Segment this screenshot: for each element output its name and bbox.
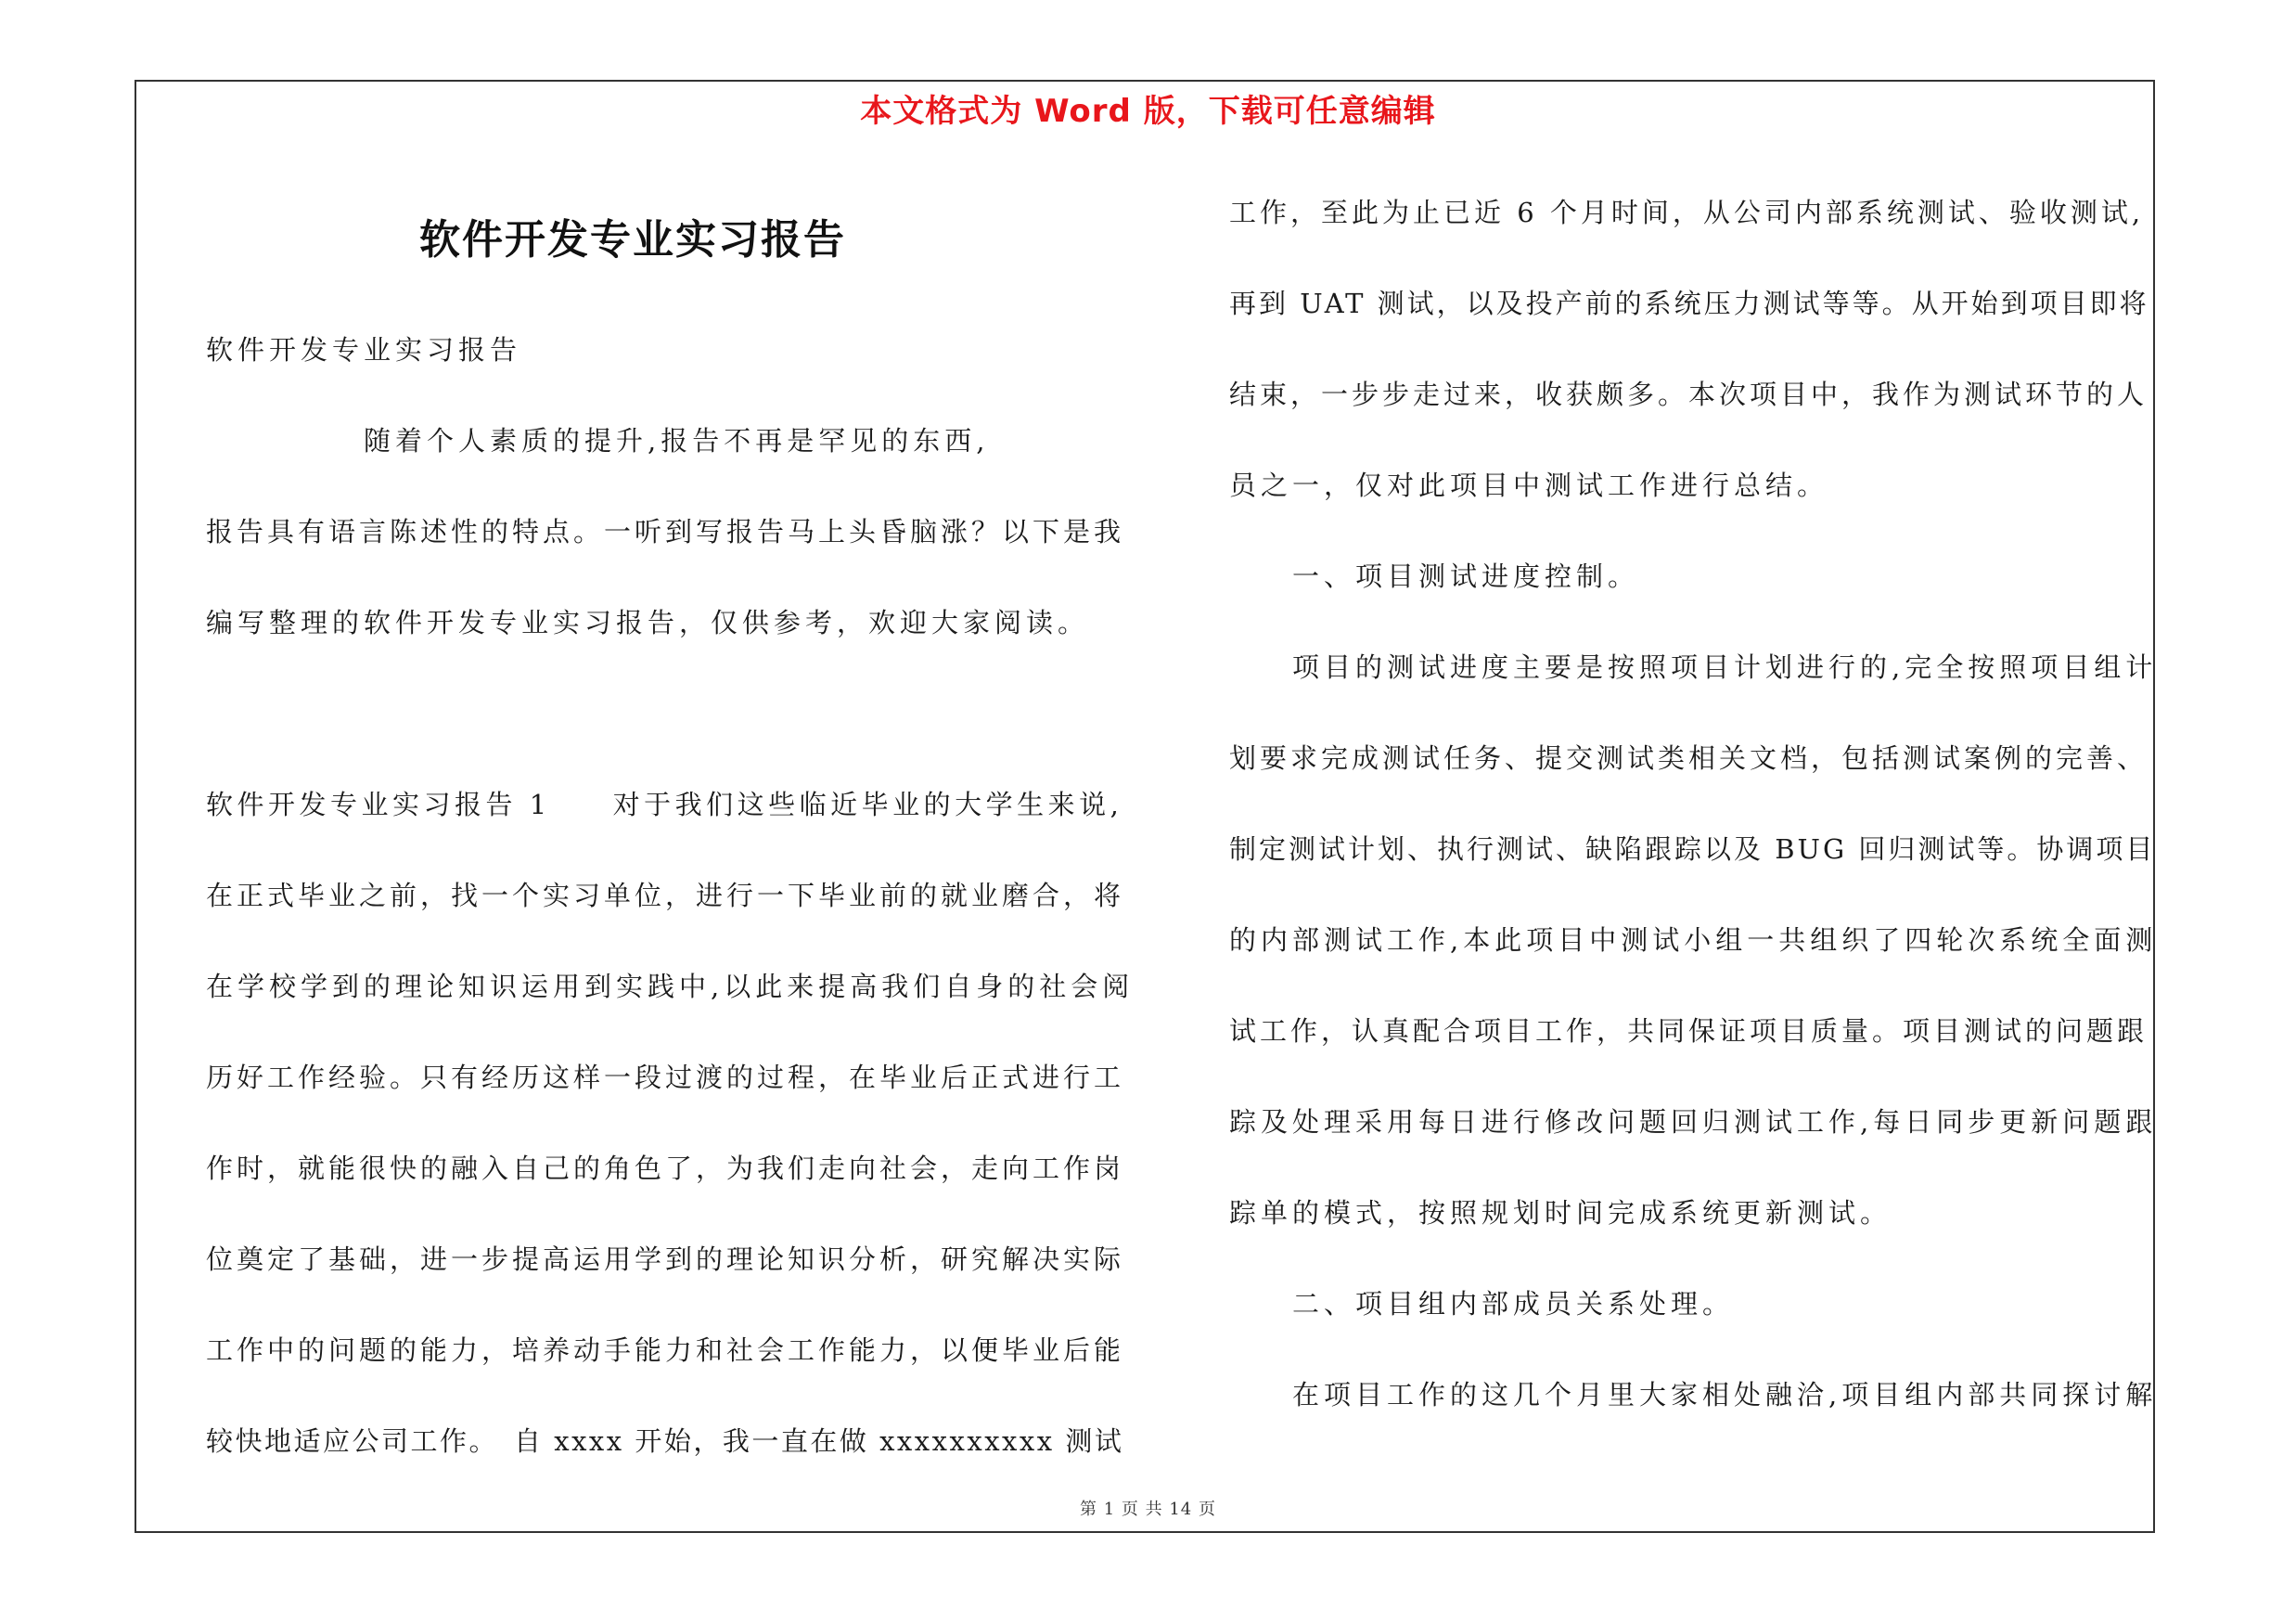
body-text-line: 软件开发专业实习报告 1 对于我们这些临近毕业的大学生来说,: [206, 789, 1123, 820]
body-text-line: 一、项目测试进度控制。: [1229, 560, 1640, 592]
body-text-line: 再到 UAT 测试，以及投产前的系统压力测试等等。从开始到项目即将: [1229, 288, 2149, 319]
body-text-line: 试工作，认真配合项目工作，共同保证项目质量。项目测试的问题跟: [1229, 1015, 2148, 1047]
body-text-line: 结束，一步步走过来，收获颇多。本次项目中，我作为测试环节的人: [1229, 379, 2148, 410]
body-text-line: 踪单的模式，按照规划时间完成系统更新测试。: [1229, 1197, 1892, 1229]
page-number-footer: 第 1 页 共 14 页: [1080, 1500, 1216, 1519]
body-text-line: 编写整理的软件开发专业实习报告，仅供参考，欢迎大家阅读。: [206, 607, 1090, 638]
body-text-line: 工作中的问题的能力，培养动手能力和社会工作能力，以便毕业后能: [206, 1334, 1125, 1366]
body-text-line: 在项目工作的这几个月里大家相处融洽,项目组内部共同探讨解: [1229, 1379, 2158, 1410]
body-text-line: 员之一，仅对此项目中测试工作进行总结。: [1229, 470, 1829, 501]
body-text-line: 历好工作经验。只有经历这样一段过渡的过程，在毕业后正式进行工: [206, 1062, 1125, 1093]
body-text-line: 在正式毕业之前，找一个实习单位，进行一下毕业前的就业磨合，将: [206, 880, 1125, 911]
body-text-line: 软件开发专业实习报告: [206, 334, 522, 366]
body-text-line: 的内部测试工作,本此项目中测试小组一共组织了四轮次系统全面测: [1229, 924, 2158, 956]
body-text-line: 较快地适应公司工作。 自 xxxx 开始，我一直在做 xxxxxxxxxx 测试: [206, 1425, 1124, 1457]
body-text-line: 制定测试计划、执行测试、缺陷跟踪以及 BUG 回归测试等。协调项目: [1229, 833, 2156, 865]
body-text-line: 在学校学到的理论知识运用到实践中,以此来提高我们自身的社会阅: [206, 971, 1135, 1002]
body-text-line: 报告具有语言陈述性的特点。一听到写报告马上头昏脑涨？以下是我: [206, 516, 1125, 547]
body-text-line: 随着个人素质的提升,报告不再是罕见的东西,: [206, 425, 990, 457]
format-banner: 本文格式为 Word 版，下载可任意编辑: [860, 93, 1436, 130]
body-text-line: 划要求完成测试任务、提交测试类相关文档，包括测试案例的完善、: [1229, 742, 2148, 774]
body-text-line: 项目的测试进度主要是按照项目计划进行的,完全按照项目组计: [1229, 651, 2158, 683]
document-title: 软件开发专业实习报告: [419, 216, 846, 264]
body-text-line: 踪及处理采用每日进行修改问题回归测试工作,每日同步更新问题跟: [1229, 1106, 2158, 1138]
body-text-line: 二、项目组内部成员关系处理。: [1229, 1288, 1735, 1320]
body-text-line: 工作，至此为止已近 6 个月时间，从公司内部系统测试、验收测试,: [1229, 197, 2145, 228]
body-text-line: 位奠定了基础，进一步提高运用学到的理论知识分析，研究解决实际: [206, 1243, 1125, 1275]
body-text-line: 作时，就能很快的融入自己的角色了，为我们走向社会，走向工作岗: [206, 1153, 1125, 1184]
